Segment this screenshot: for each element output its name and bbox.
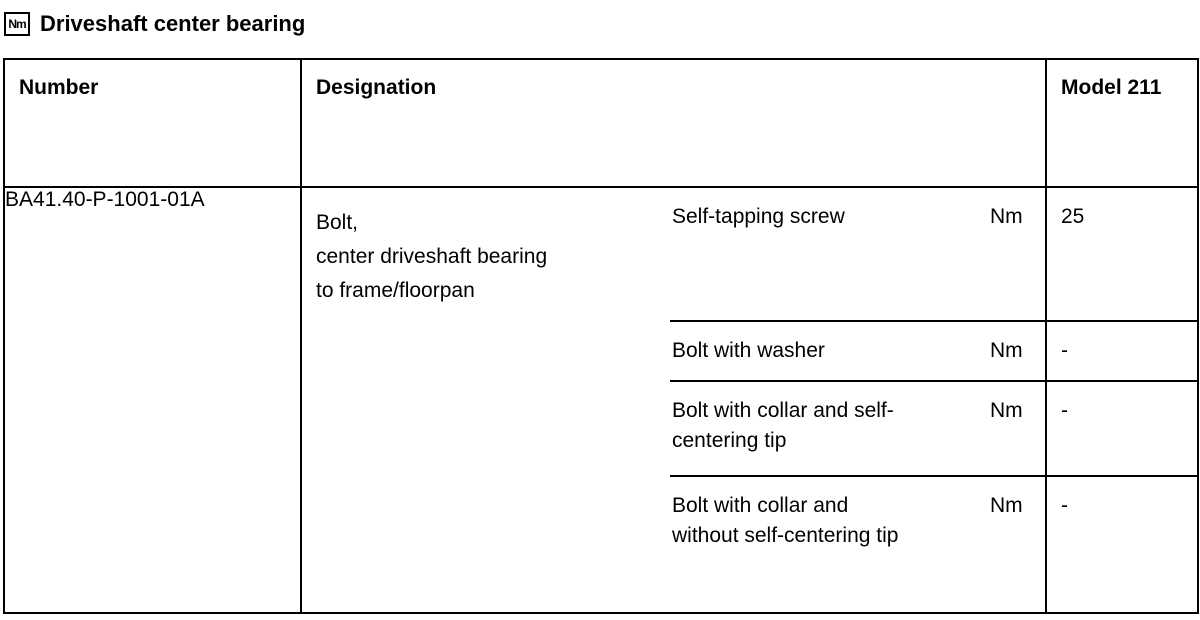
torque-spec-table (3, 58, 1199, 614)
fastener-row (670, 188, 1047, 320)
header-model: Model 211 (1046, 59, 1198, 187)
fastener-row (670, 475, 1047, 590)
fastener-label-line: centering tip (672, 429, 787, 452)
model-value-row (1047, 475, 1197, 590)
unit-label: Nm (990, 399, 1023, 422)
designation-text (316, 206, 656, 308)
torque-nm-icon: Nm (4, 12, 30, 36)
torque-value: 25 (1061, 205, 1085, 228)
designation-line: Bolt, (316, 211, 359, 234)
fastener-label: Self-tapping screw (672, 205, 845, 228)
table-header-row (4, 59, 1198, 187)
fastener-label-line: without self-centering tip (672, 524, 899, 547)
torque-value: - (1061, 494, 1068, 517)
model-value-row (1047, 380, 1197, 475)
unit-label: Nm (990, 339, 1023, 362)
fastener-subtable (670, 188, 1047, 590)
header-number: Number (4, 59, 301, 187)
table-row (4, 187, 1198, 613)
fastener-label-line: Bolt with collar and self- (672, 399, 894, 422)
document-header (4, 8, 305, 40)
fastener-label (672, 396, 962, 456)
fastener-row (670, 380, 1047, 475)
fastener-label (672, 491, 962, 551)
cell-number: BA41.40-P-1001-01A (4, 187, 301, 613)
header-designation: Designation (301, 59, 1046, 187)
fastener-label-line: Bolt with collar and (672, 494, 849, 517)
designation-line: to frame/floorpan (316, 279, 475, 302)
page-title: Driveshaft center bearing (40, 11, 306, 36)
fastener-row (670, 320, 1047, 380)
unit-label: Nm (990, 205, 1023, 228)
unit-label: Nm (990, 494, 1023, 517)
designation-line: center driveshaft bearing (316, 245, 548, 268)
model-value-row (1047, 188, 1197, 320)
model-value-row (1047, 320, 1197, 380)
torque-value: - (1061, 399, 1068, 422)
torque-value: - (1061, 339, 1068, 362)
cell-model (1046, 187, 1198, 613)
fastener-label: Bolt with washer (672, 339, 825, 362)
cell-designation (301, 187, 1046, 613)
